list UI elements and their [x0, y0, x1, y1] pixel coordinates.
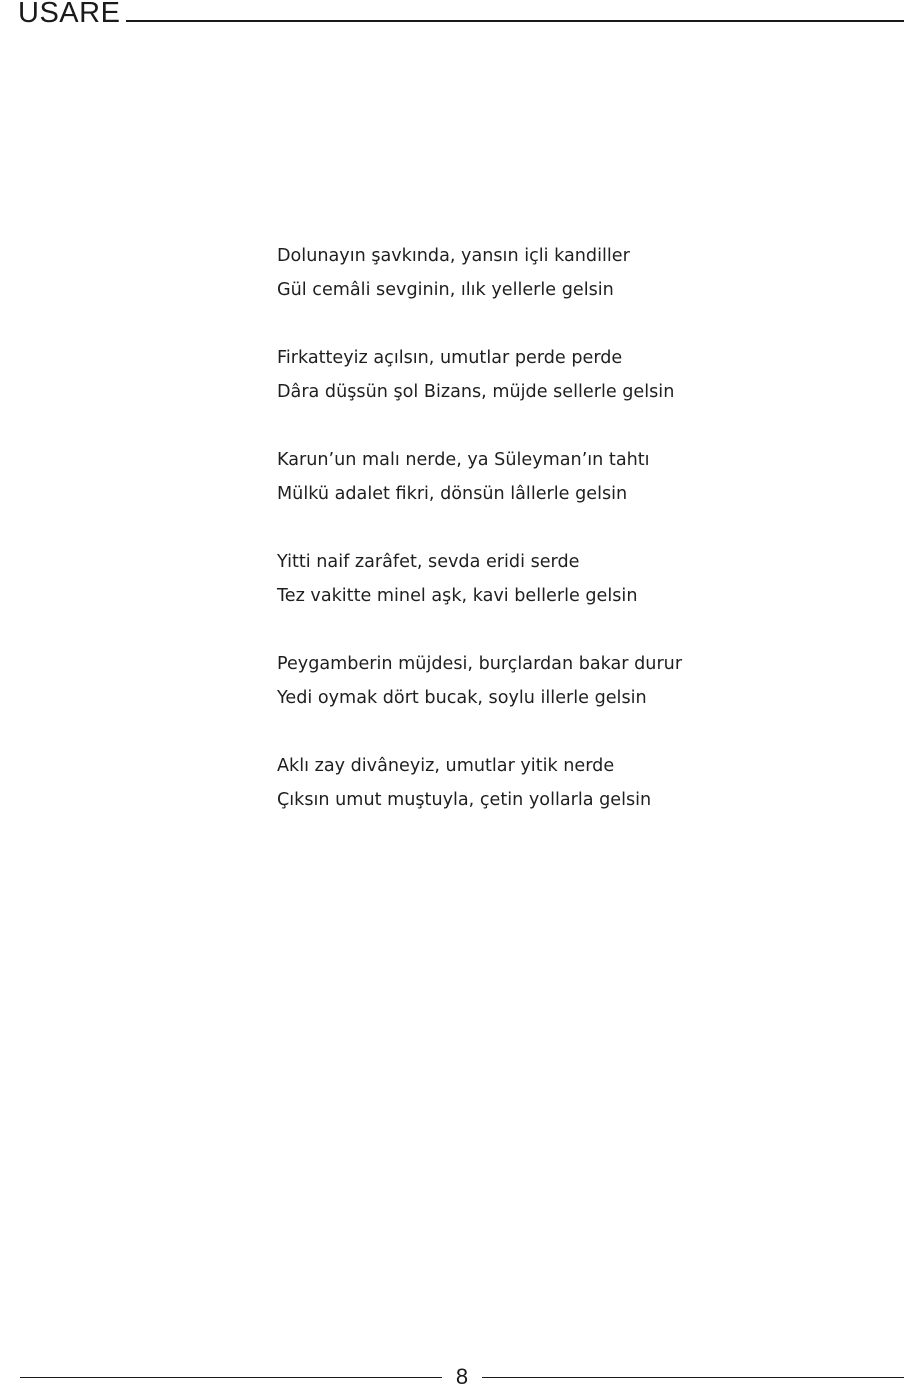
poem-line: Firkatteyiz açılsın, umutlar perde perde: [277, 348, 623, 368]
poem-line: Peygamberin müjdesi, burçlardan bakar durur: [277, 654, 683, 674]
poem-line: Karun’un malı nerde, ya Süleyman’ın tahtı: [277, 450, 650, 470]
stanza: [277, 749, 877, 817]
poem: [277, 239, 877, 851]
footer-rule-left: [20, 1377, 442, 1378]
footer-rule-right: [482, 1377, 904, 1378]
poem-line: Aklı zay divâneyiz, umutlar yitik nerde: [277, 756, 615, 776]
poem-line: Yitti naif zarâfet, sevda eridi serde: [277, 552, 580, 572]
poem-line: Çıksın umut muştuyla, çetin yollarla gelsin: [277, 790, 652, 810]
header-rule: [126, 20, 904, 22]
page-footer: [20, 1362, 904, 1392]
stanza: [277, 545, 877, 613]
page-number: 8: [455, 1364, 469, 1389]
stanza: [277, 341, 877, 409]
stanza: [277, 647, 877, 715]
page-header: [18, 0, 904, 29]
poem-line: Dolunayın şavkında, yansın içli kandiller: [277, 246, 630, 266]
poem-line: Mülkü adalet fikri, dönsün lâllerle gelsin: [277, 484, 628, 504]
poem-line: Yedi oymak dört bucak, soylu illerle gelsin: [277, 688, 647, 708]
header-title: USARE: [18, 0, 121, 29]
poem-line: Gül cemâli sevginin, ılık yellerle gelsin: [277, 280, 614, 300]
stanza: [277, 443, 877, 511]
poem-line: Tez vakitte minel aşk, kavi bellerle gelsin: [277, 586, 638, 606]
stanza: [277, 239, 877, 307]
poem-line: Dâra düşsün şol Bizans, müjde sellerle gelsin: [277, 382, 675, 402]
